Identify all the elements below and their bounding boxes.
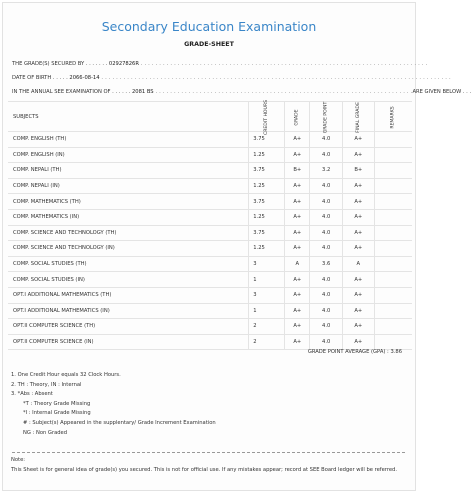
grade-sheet	[2, 2, 471, 491]
note-subitem: *T : Theory Grade Missing	[23, 400, 91, 407]
grade-cell: A+	[285, 209, 310, 225]
table-row	[8, 194, 412, 210]
grades-table	[8, 101, 412, 350]
table-row	[8, 209, 412, 225]
credit-hours-cell: 3.75	[249, 163, 285, 179]
final-grade-cell: A	[342, 256, 374, 272]
header-credit-hours: CREDIT HOURS	[249, 102, 285, 132]
notes-list	[11, 371, 216, 438]
subject-cell: COMP. MATHEMATICS (TH)	[8, 194, 249, 210]
subject-cell: OPT.II COMPUTER SCIENCE (TH)	[8, 319, 249, 335]
credit-hours-cell: 1.25	[249, 178, 285, 194]
final-grade-cell: A+	[342, 209, 374, 225]
credit-hours-cell: 1.25	[249, 147, 285, 163]
table-row	[8, 334, 412, 350]
table-row	[8, 163, 412, 179]
credit-hours-cell: 3	[249, 256, 285, 272]
grade-cell: A+	[285, 147, 310, 163]
remarks-cell	[374, 132, 412, 148]
grade-point-cell: 4.0	[310, 147, 343, 163]
credit-hours-cell: 3.75	[249, 225, 285, 241]
grade-cell: A+	[285, 319, 310, 335]
header-remarks: REMARKS	[374, 102, 412, 132]
footer-note-label: Note:	[11, 457, 26, 463]
final-grade-cell: B+	[342, 163, 374, 179]
exam-year-value: 2081 BS	[131, 89, 154, 95]
subject-cell: OPT.I ADDITIONAL MATHEMATICS (IN)	[8, 303, 249, 319]
remarks-cell	[374, 303, 412, 319]
credit-hours-cell: 2	[249, 334, 285, 350]
remarks-cell	[374, 241, 412, 257]
table-row	[8, 272, 412, 288]
subject-cell: OPT.I ADDITIONAL MATHEMATICS (TH)	[8, 287, 249, 303]
remarks-cell	[374, 178, 412, 194]
info-label: DATE OF BIRTH . . . . .	[12, 75, 70, 81]
header-grade: GRADE	[285, 102, 310, 132]
header-final-grade: FINAL GRADE	[342, 102, 374, 132]
sheet-subtitle: GRADE-SHEET	[184, 41, 234, 48]
table-header-row	[8, 102, 412, 132]
grade-point-cell: 4.0	[310, 194, 343, 210]
credit-hours-cell: 3.75	[249, 194, 285, 210]
credit-hours-cell: 2	[249, 319, 285, 335]
grade-cell: A+	[285, 132, 310, 148]
grade-point-cell: 4.0	[310, 132, 343, 148]
grade-point-cell: 4.0	[310, 178, 343, 194]
grade-cell: B+	[285, 163, 310, 179]
info-exam-year	[12, 89, 471, 95]
note-item: 1. One Credit Hour equals 32 Clock Hours.	[11, 372, 121, 378]
table-row	[8, 241, 412, 257]
symbol-number-value: 02927826R	[108, 61, 139, 67]
credit-hours-cell: 1.25	[249, 209, 285, 225]
final-grade-cell: A+	[342, 178, 374, 194]
final-grade-cell: A+	[342, 334, 374, 350]
grade-cell: A+	[285, 241, 310, 257]
final-grade-cell: A+	[342, 225, 374, 241]
remarks-cell	[374, 163, 412, 179]
note-subitem: NG : Non Graded	[23, 429, 68, 436]
page-title: Secondary Education Examination	[101, 19, 317, 34]
table-row	[8, 303, 412, 319]
table-row	[8, 256, 412, 272]
dotted-leader: . . . . . . . . . . . . . . . . . . . . . . . . . . . . . . . . . . . . . . . . . . . . . . . . . . . . . . . . . . . . . . . . . . . . . . . . . . . . . .	[138, 61, 428, 67]
info-suffix: ARE GIVEN BELOW . . .	[412, 89, 471, 95]
grade-point-cell: 4.0	[310, 319, 343, 335]
header-subjects: SUBJECTS	[8, 102, 249, 132]
credit-hours-cell: 1.25	[249, 241, 285, 257]
grade-cell: A+	[285, 287, 310, 303]
gpa-summary: GRADE POINT AVERAGE (GPA) : 3.86	[307, 349, 402, 355]
info-symbol-number	[12, 61, 427, 67]
final-grade-cell: A+	[342, 303, 374, 319]
grade-point-cell: 4.0	[310, 287, 343, 303]
remarks-cell	[374, 147, 412, 163]
final-grade-cell: A+	[342, 319, 374, 335]
dob-value: 2066-08-14	[69, 75, 100, 81]
grade-point-cell: 3.6	[310, 256, 343, 272]
footer-note	[11, 456, 405, 475]
subject-cell: COMP. NEPALI (TH)	[8, 163, 249, 179]
final-grade-cell: A+	[342, 272, 374, 288]
credit-hours-cell: 3.75	[249, 132, 285, 148]
grade-cell: A+	[285, 225, 310, 241]
table-row	[8, 287, 412, 303]
remarks-cell	[374, 256, 412, 272]
note-item: 2. TH : Theory, IN : Internal	[11, 381, 82, 388]
info-date-of-birth	[12, 75, 451, 81]
header-grade-point: GRADE POINT	[310, 102, 343, 132]
grade-point-cell: 4.0	[310, 225, 343, 241]
grade-cell: A+	[285, 194, 310, 210]
grade-point-cell: 4.0	[310, 334, 343, 350]
note-subitem: *I : Internal Grade Missing	[23, 410, 91, 417]
grade-point-cell: 4.0	[310, 209, 343, 225]
table-row	[8, 132, 412, 148]
grade-cell: A+	[285, 334, 310, 350]
table-row	[8, 147, 412, 163]
table-row	[8, 319, 412, 335]
table-row	[8, 225, 412, 241]
subject-cell: OPT.II COMPUTER SCIENCE (IN)	[8, 334, 249, 350]
final-grade-cell: A+	[342, 241, 374, 257]
grade-point-cell: 3.2	[310, 163, 343, 179]
subject-cell: COMP. SCIENCE AND TECHNOLOGY (TH)	[8, 225, 249, 241]
note-subitem: # : Subject(s) Appeared in the supplentary/ Grade Increment Examination	[23, 419, 216, 426]
credit-hours-cell: 1	[249, 272, 285, 288]
subject-cell: COMP. ENGLISH (IN)	[8, 147, 249, 163]
subject-cell: COMP. SOCIAL STUDIES (IN)	[8, 272, 249, 288]
subject-cell: COMP. ENGLISH (TH)	[8, 132, 249, 148]
final-grade-cell: A+	[342, 287, 374, 303]
remarks-cell	[374, 319, 412, 335]
remarks-cell	[374, 272, 412, 288]
remarks-cell	[374, 287, 412, 303]
remarks-cell	[374, 194, 412, 210]
subject-cell: COMP. SCIENCE AND TECHNOLOGY (IN)	[8, 241, 249, 257]
grade-point-cell: 4.0	[310, 272, 343, 288]
subject-cell: COMP. NEPALI (IN)	[8, 178, 249, 194]
info-label: IN THE ANNUAL SEE EXAMINATION OF . . . . . .	[12, 89, 132, 95]
dotted-leader: . . . . . . . . . . . . . . . . . . . . . . . . . . . . . . . . . . . . . . . . . . . . . . . . . . . . . . . . . . . . . . . . . . . . . . . . . . . . . . . . . . . . . . . . . . . . . . .	[99, 75, 451, 81]
grade-point-cell: 4.0	[310, 303, 343, 319]
footer-note-text: This Sheet is for general idea of grade(s) you secured. This is not for official use. If any mistakes appear; record at SEE Board ledger will be referred.	[11, 466, 398, 473]
grade-cell: A+	[285, 303, 310, 319]
grade-cell: A	[285, 256, 310, 272]
final-grade-cell: A+	[342, 132, 374, 148]
remarks-cell	[374, 334, 412, 350]
credit-hours-cell: 1	[249, 303, 285, 319]
subject-cell: COMP. SOCIAL STUDIES (TH)	[8, 256, 249, 272]
note-item: 3. *Abs : Absent	[11, 391, 53, 398]
credit-hours-cell: 3	[249, 287, 285, 303]
final-grade-cell: A+	[342, 147, 374, 163]
table-row	[8, 178, 412, 194]
grade-point-cell: 4.0	[310, 241, 343, 257]
footer-divider	[12, 452, 405, 453]
subject-cell: COMP. MATHEMATICS (IN)	[8, 209, 249, 225]
remarks-cell	[374, 209, 412, 225]
remarks-cell	[374, 225, 412, 241]
dotted-leader: . . . . . . . . . . . . . . . . . . . . . . . . . . . . . . . . . . . . . . . . . . . . . . . . . . . . . . . . . . . . . . . . . . . . . .	[153, 89, 413, 95]
grade-cell: A+	[285, 178, 310, 194]
grade-cell: A+	[285, 272, 310, 288]
info-label: THE GRADE(S) SECURED BY . . . . . . .	[12, 61, 109, 67]
final-grade-cell: A+	[342, 194, 374, 210]
